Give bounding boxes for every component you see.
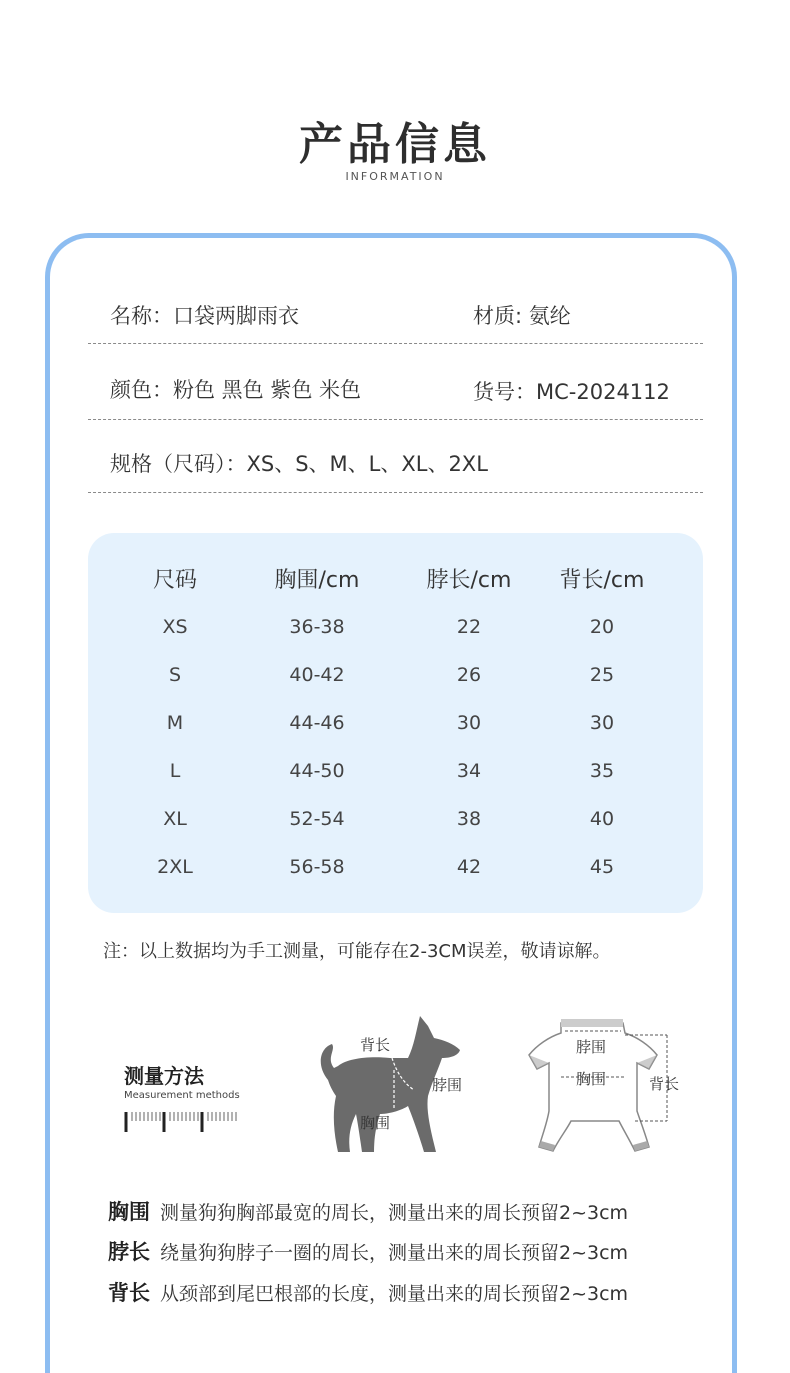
table-cell: M (166, 712, 184, 734)
table-cell: 26 (456, 664, 482, 686)
garment-back-label: 背长 (649, 1075, 680, 1093)
table-cell: 34 (456, 760, 482, 782)
ruler-icon (124, 1108, 242, 1136)
garment-neck-label: 脖围 (576, 1038, 607, 1056)
table-cell: 44-46 (289, 712, 345, 734)
product-colors: 颜色：粉色 黑色 紫色 米色 (110, 378, 362, 402)
page-subtitle: INFORMATION (345, 170, 445, 183)
table-cell: 38 (456, 808, 482, 830)
table-cell: 56-58 (289, 856, 345, 878)
divider (88, 419, 703, 420)
table-cell: 42 (456, 856, 482, 878)
table-cell: XS (162, 616, 188, 638)
table-header-neck: 脖长/cm (426, 568, 512, 593)
desc-chest (108, 1196, 628, 1226)
desc-key: 胸围 (108, 1200, 150, 1224)
table-cell: S (168, 664, 182, 686)
desc-back (108, 1277, 628, 1307)
desc-text: 从颈部到尾巴根部的长度，测量出来的周长预留2~3cm (160, 1283, 629, 1305)
table-cell: 35 (589, 760, 615, 782)
desc-text: 绕量狗狗脖子一圈的周长，测量出来的周长预留2~3cm (160, 1242, 629, 1264)
table-cell: 52-54 (289, 808, 345, 830)
garment-chest-label: 胸围 (576, 1070, 607, 1088)
desc-neck (108, 1236, 628, 1266)
page-title: 产品信息 (299, 119, 491, 170)
dog-back-label: 背长 (360, 1036, 391, 1054)
table-cell: 44-50 (289, 760, 345, 782)
table-cell: 2XL (157, 856, 193, 878)
table-cell: 30 (589, 712, 615, 734)
measure-title: 测量方法 (124, 1064, 204, 1088)
product-item-no: 货号：MC-2024112 (473, 380, 670, 404)
table-cell: 40-42 (289, 664, 345, 686)
table-cell: 36-38 (289, 616, 345, 638)
table-header-back: 背长/cm (559, 568, 645, 593)
note: 注：以上数据均为手工测量，可能存在2-3CM误差，敬请谅解。 (103, 941, 611, 962)
dog-chest-label: 胸围 (360, 1114, 391, 1132)
table-header-chest: 胸围/cm (274, 568, 360, 593)
product-sizes: 规格（尺码）：XS、S、M、L、XL、2XL (110, 452, 488, 476)
table-cell: 30 (456, 712, 482, 734)
product-material: 材质: 氨纶 (473, 304, 571, 328)
measure-subtitle: Measurement methods (124, 1090, 240, 1101)
product-name: 名称：口袋两脚雨衣 (110, 304, 299, 328)
divider (88, 343, 703, 344)
table-cell: 20 (589, 616, 615, 638)
table-cell: 25 (589, 664, 615, 686)
table-cell: XL (163, 808, 187, 830)
desc-key: 背长 (108, 1281, 150, 1305)
table-cell: 22 (456, 616, 482, 638)
table-header-size: 尺码 (152, 568, 197, 593)
desc-key: 脖长 (108, 1240, 150, 1264)
desc-text: 测量狗狗胸部最宽的周长，测量出来的周长预留2~3cm (160, 1202, 629, 1224)
dog-neck-label: 脖围 (432, 1076, 463, 1094)
table-cell: L (169, 760, 181, 782)
table-cell: 40 (589, 808, 615, 830)
divider (88, 492, 703, 493)
table-cell: 45 (589, 856, 615, 878)
